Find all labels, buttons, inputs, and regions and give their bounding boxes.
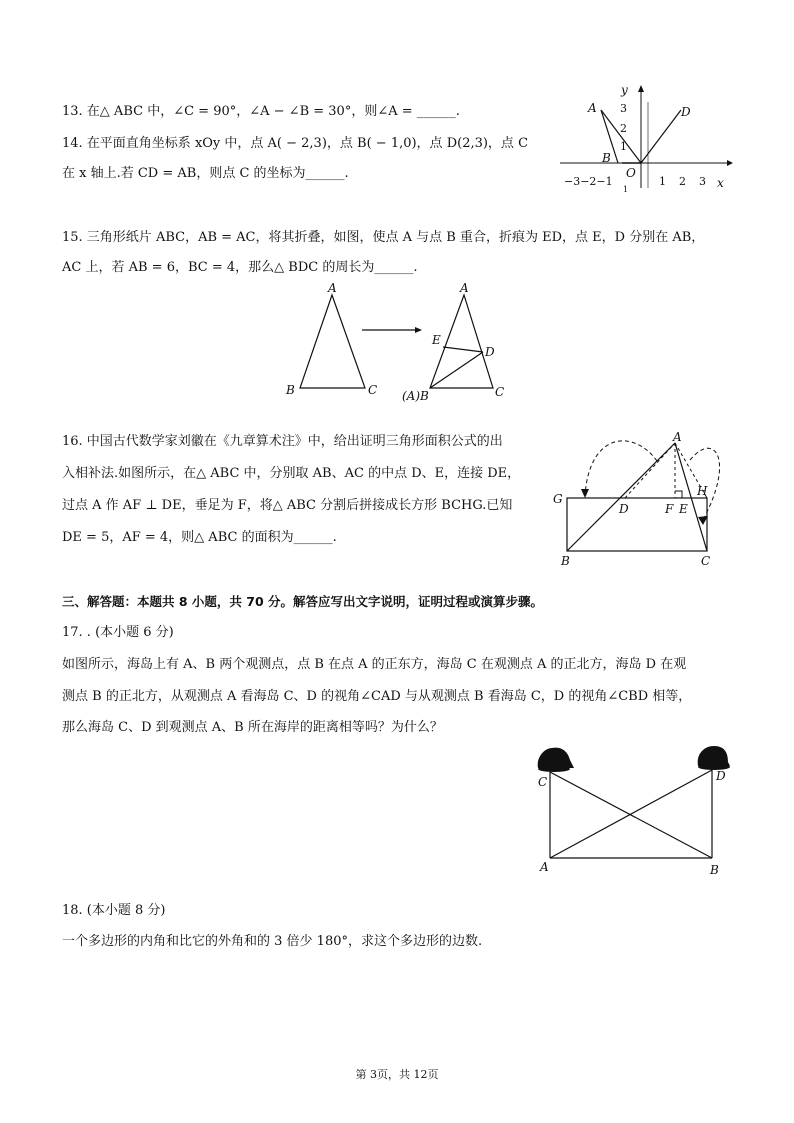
- question-17-line2: 测点 B 的正北方，从观测点 A 看海岛 C、D 的视角∠CAD 与从观测点 B 看海岛 C，D 的视角∠CBD 相等，: [62, 689, 692, 704]
- right-label-E: E: [432, 333, 441, 347]
- figure-15-triangle-fold: [280, 280, 520, 405]
- label-D: D: [681, 105, 691, 119]
- y-tick-1: 1: [620, 140, 627, 153]
- question-16-line2: 入相补法.如图所示，在△ ABC 中，分别取 AB、AC 的中点 D、E，连接 DE，: [62, 466, 521, 481]
- question-14-line1: 14. 在平面直角坐标系 xOy 中，点 A( − 2,3)，点 B( − 1,0)，点 D(2,3)，点 C: [62, 136, 529, 151]
- left-label-C: C: [368, 383, 378, 397]
- question-16-line3: 过点 A 作 AF ⊥ DE，垂足为 F，将△ ABC 分割后拼接成长方形 BCHG.已知: [62, 498, 513, 513]
- y-tick-3: 3: [620, 102, 627, 115]
- question-17-heading: 17. . (本小题 6 分): [62, 625, 174, 640]
- x-ticks-negative: −3−2−1: [564, 175, 613, 188]
- y-tick-2: 2: [620, 122, 627, 135]
- question-15-line2: AC 上，若 AB = 6，BC = 4，那么△ BDC 的周长为______.: [62, 260, 418, 275]
- page-footer: 第 3页，共 12页: [355, 1068, 439, 1081]
- label-O: O: [626, 166, 636, 180]
- question-14-line2: 在 x 轴上.若 CD = AB，则点 C 的坐标为______.: [62, 166, 349, 181]
- label-A: A: [673, 430, 682, 444]
- question-17-line1: 如图所示，海岛上有 A、B 两个观测点，点 B 在点 A 的正东方，海岛 C 在观测点 A 的正北方，海岛 D 在观: [62, 657, 687, 672]
- island-c-silhouette: [538, 748, 574, 768]
- label-x: x: [717, 176, 724, 190]
- small-one: 1: [623, 185, 629, 194]
- x-tick-1: 1: [659, 175, 666, 188]
- label-y: y: [621, 83, 628, 97]
- label-D: D: [716, 769, 726, 783]
- question-16-line4: DE = 5，AF = 4，则△ ABC 的面积为______.: [62, 530, 337, 545]
- label-D: D: [619, 502, 629, 516]
- island-d-silhouette: [698, 746, 730, 766]
- question-13: 13. 在△ ABC 中，∠C = 90°，∠A − ∠B = 30°，则∠A = ______.: [62, 104, 460, 119]
- section-3-heading: 三、解答题：本题共 8 小题，共 70 分。解答应写出文字说明，证明过程或演算步骤。: [62, 594, 544, 609]
- label-F: F: [665, 502, 674, 516]
- right-label-A: A: [460, 281, 469, 295]
- figure-16-rectangle: [545, 425, 745, 575]
- x-tick-2: 2: [679, 175, 686, 188]
- question-16-line1: 16. 中国古代数学家刘徽在《九章算术注》中，给出证明三角形面积公式的出: [62, 434, 503, 449]
- x-tick-3: 3: [699, 175, 706, 188]
- question-18-line1: 一个多边形的内角和比它的外角和的 3 倍少 180°，求这个多边形的边数.: [62, 934, 483, 949]
- label-C: C: [538, 775, 548, 789]
- label-A: A: [540, 860, 549, 874]
- left-label-B: B: [286, 383, 295, 397]
- label-B: B: [561, 554, 570, 568]
- label-G: G: [553, 492, 563, 506]
- label-B: B: [602, 151, 611, 165]
- label-E: E: [679, 502, 688, 516]
- label-B: B: [710, 863, 719, 877]
- figure-17-islands: [530, 738, 740, 878]
- figure-14-coordinate-plane: [555, 80, 735, 195]
- right-label-B: (A)B: [402, 389, 429, 403]
- left-label-A: A: [328, 281, 337, 295]
- label-H: H: [697, 484, 708, 498]
- question-18-heading: 18. (本小题 8 分): [62, 903, 166, 918]
- right-label-D: D: [485, 345, 495, 359]
- label-A: A: [588, 101, 597, 115]
- question-17-line3: 那么海岛 C、D 到观测点 A、B 所在海岸的距离相等吗？为什么？: [62, 720, 443, 735]
- question-15-line1: 15. 三角形纸片 ABC，AB = AC，将其折叠，如图，使点 A 与点 B 重合，折痕为 ED，点 E，D 分别在 AB，: [62, 230, 705, 245]
- right-label-C: C: [495, 385, 505, 399]
- label-C: C: [701, 554, 711, 568]
